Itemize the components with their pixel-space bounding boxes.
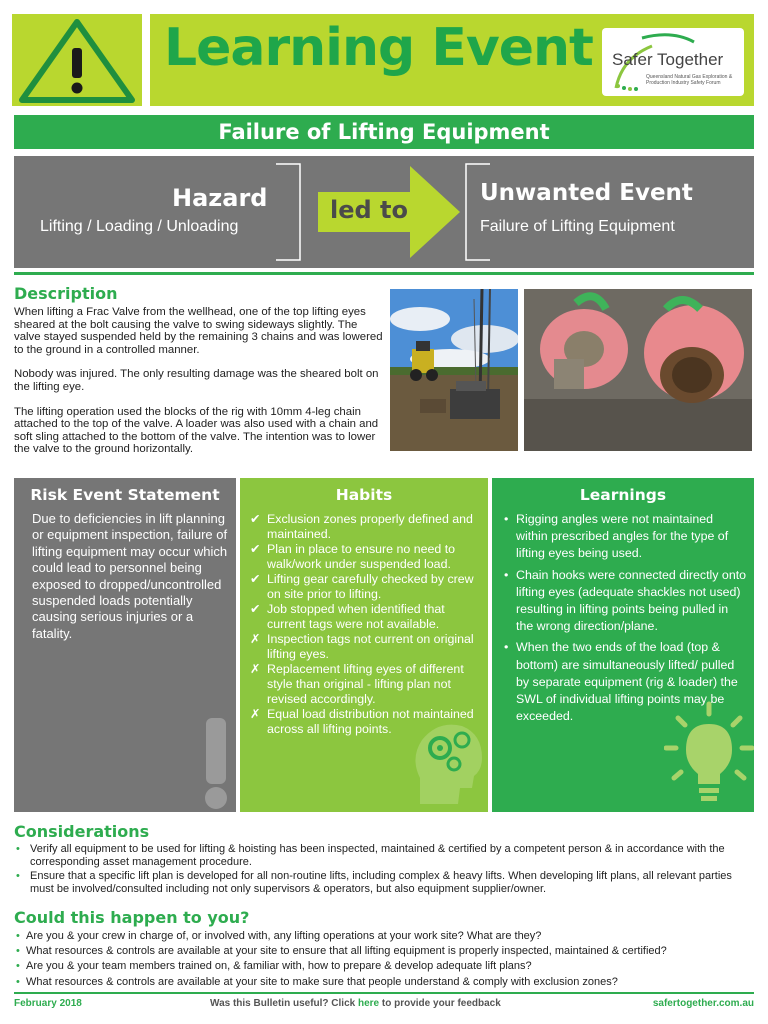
led-to-label: led to bbox=[330, 196, 408, 224]
list-item bbox=[250, 632, 486, 662]
list-item bbox=[250, 542, 486, 572]
list-item bbox=[14, 843, 754, 870]
question-text: Are you & your team members trained on, & familiar with, how to prepare & develop adequate lift plans? bbox=[26, 960, 532, 973]
habit-text: Exclusion zones properly defined and maintained. bbox=[267, 512, 473, 541]
habit-text: Lifting gear carefully checked by crew on site prior to lifting. bbox=[267, 572, 474, 601]
lightbulb-icon bbox=[664, 698, 754, 808]
event-bracket-left-icon bbox=[462, 162, 492, 262]
learnings-panel bbox=[492, 478, 754, 812]
warning-triangle-icon bbox=[12, 14, 142, 106]
list-item bbox=[250, 662, 486, 707]
hazard-band bbox=[14, 156, 754, 268]
description-heading: Description bbox=[14, 284, 118, 303]
footer-feedback bbox=[210, 998, 501, 1009]
risk-event-heading: Risk Event Statement bbox=[30, 486, 220, 504]
considerations-heading: Considerations bbox=[14, 822, 150, 841]
description-body bbox=[14, 306, 384, 468]
rig-site-photo bbox=[390, 289, 518, 451]
list-item bbox=[502, 511, 748, 563]
learnings-heading: Learnings bbox=[579, 486, 667, 504]
bullet-icon: • bbox=[504, 567, 509, 582]
bullet-icon: • bbox=[16, 960, 20, 973]
bullet-icon: • bbox=[16, 975, 20, 988]
bullet-icon: • bbox=[16, 843, 20, 855]
website-link[interactable]: safertogether.com.au bbox=[652, 998, 754, 1009]
safer-together-logo[interactable] bbox=[602, 28, 744, 96]
bullet-icon: • bbox=[504, 512, 509, 526]
list-item bbox=[14, 975, 764, 990]
consideration-text: Verify all equipment to be used for lifting & hoisting has been inspected, maintained & certified by a competent person & in accordance with the corresponding asset management procedure. bbox=[30, 843, 725, 869]
considerations-list bbox=[14, 843, 754, 897]
habit-text: Job stopped when identified that current tags were not available. bbox=[267, 602, 445, 631]
habit-text: Replacement lifting eyes of different style than original - lifting plan not revised accordingly. bbox=[267, 662, 464, 706]
learning-text: Rigging angles were not maintained within prescribed angles for the type of lifting eyes being used. bbox=[516, 512, 729, 561]
list-item bbox=[250, 602, 486, 632]
list-item bbox=[14, 959, 764, 974]
list-item bbox=[14, 870, 754, 897]
list-item bbox=[250, 572, 486, 602]
footer-divider bbox=[14, 992, 754, 994]
hazard-bracket-right-icon bbox=[274, 162, 304, 262]
description-paragraph: When lifting a Frac Valve from the wellhead, one of the top lifting eyes sheared at the bolt causing the valve to swing sideways slightly. The valve stayed suspended held by the remaining 3 chains and was lowered to the ground in a controlled manner. bbox=[14, 306, 383, 356]
check-icon: ✔ bbox=[250, 542, 261, 556]
habit-text: Plan in place to ensure no need to walk/work under suspended load. bbox=[267, 542, 456, 571]
check-icon: ✔ bbox=[250, 572, 261, 586]
habit-text: Equal load distribution not maintained across all lifting points. bbox=[267, 707, 474, 736]
feedback-link[interactable]: here bbox=[357, 998, 380, 1009]
habit-text: Inspection tags not current on original lifting eyes. bbox=[267, 632, 474, 661]
unwanted-event-subtitle: Failure of Lifting Equipment bbox=[480, 218, 675, 235]
cross-icon: ✗ bbox=[250, 632, 261, 646]
risk-event-body: Due to deficiencies in lift planning or equipment inspection, failure of lifting equipment may occur which could lead to personnel being exposed to dropped/uncontrolled suspended loads potentially causing serious injuries or a fatality. bbox=[32, 511, 228, 641]
question-text: Are you & your crew in charge of, or involved with, any lifting operations at your work site? What are they? bbox=[26, 930, 542, 942]
could-this-happen-heading: Could this happen to you? bbox=[14, 908, 250, 927]
bullet-icon: • bbox=[504, 640, 509, 655]
cross-icon: ✗ bbox=[250, 662, 261, 676]
list-item bbox=[250, 512, 486, 542]
learning-text: When the two ends of the load (top & bottom) are simultaneously lifted/ pulled by separate equipment (rig & loader) the SWL of individual lifting points may be exceeded. bbox=[516, 640, 738, 724]
exclamation-icon bbox=[196, 714, 236, 814]
title-panel bbox=[150, 14, 754, 106]
questions-list bbox=[14, 929, 764, 990]
hazard-subtitle: Lifting / Loading / Unloading bbox=[40, 218, 239, 235]
consideration-text: Ensure that a specific lift plan is developed for all non-routine lifts, including complex & heavy lifts. When developing lift plans, all relevant parties must be involved/consulted including not only supervisors & operators, but also equipment supplier/owner. bbox=[30, 869, 732, 896]
risk-event-panel bbox=[14, 478, 236, 812]
page-title: Learning Event bbox=[164, 18, 593, 78]
divider bbox=[14, 272, 754, 275]
bullet-icon: • bbox=[16, 869, 20, 882]
footer-date: February 2018 bbox=[14, 998, 82, 1009]
unwanted-event-title: Unwanted Event bbox=[480, 180, 693, 206]
question-text: What resources & controls are available at your site to ensure that all lifting equipment is properly inspected, maintained & certified? bbox=[26, 945, 667, 958]
list-item bbox=[502, 567, 748, 636]
hazard-title: Hazard bbox=[172, 184, 268, 212]
habits-panel bbox=[240, 478, 488, 812]
description-paragraph: The lifting operation used the blocks of the rig with 10mm 4-leg chain attached to the top of the valve. A loader was also used with a chain and soft sling attached to the bottom of the valve. The intention was to lower the valve to the ground horizontally. bbox=[14, 405, 379, 456]
learning-text: Chain hooks were connected directly onto lifting eyes (adequate shackles not used) resulting in lifting points being pulled in the wrong direction/plane. bbox=[516, 567, 747, 634]
feedback-prefix: Was this Bulletin useful? Click bbox=[210, 998, 358, 1009]
logo-subtext: Queensland Natural Gas Exploration & Production Industry Safety Forum bbox=[646, 74, 733, 86]
lifting-eyes-photo bbox=[524, 289, 752, 451]
learnings-list bbox=[502, 511, 748, 729]
habits-list bbox=[250, 512, 486, 737]
warning-panel bbox=[12, 14, 142, 106]
list-item bbox=[250, 707, 486, 737]
list-item bbox=[14, 944, 764, 959]
cross-icon: ✗ bbox=[250, 707, 261, 721]
check-icon: ✔ bbox=[250, 512, 261, 526]
header bbox=[0, 0, 768, 110]
logo-text: Safer Together bbox=[612, 50, 724, 69]
bullet-icon: • bbox=[16, 930, 20, 942]
question-text: What resources & controls are available at your site to make sure that people understand & comply with exclusion zones? bbox=[26, 975, 618, 988]
feedback-suffix: to provide your feedback bbox=[379, 998, 501, 1009]
check-icon: ✔ bbox=[250, 602, 261, 616]
list-item bbox=[14, 929, 764, 944]
event-subtitle: Failure of Lifting Equipment bbox=[14, 115, 754, 149]
description-paragraph: Nobody was injured. The only resulting damage was the sheared bolt on the lifting eye. bbox=[14, 368, 379, 393]
habits-heading: Habits bbox=[335, 486, 393, 504]
bullet-icon: • bbox=[16, 945, 20, 958]
